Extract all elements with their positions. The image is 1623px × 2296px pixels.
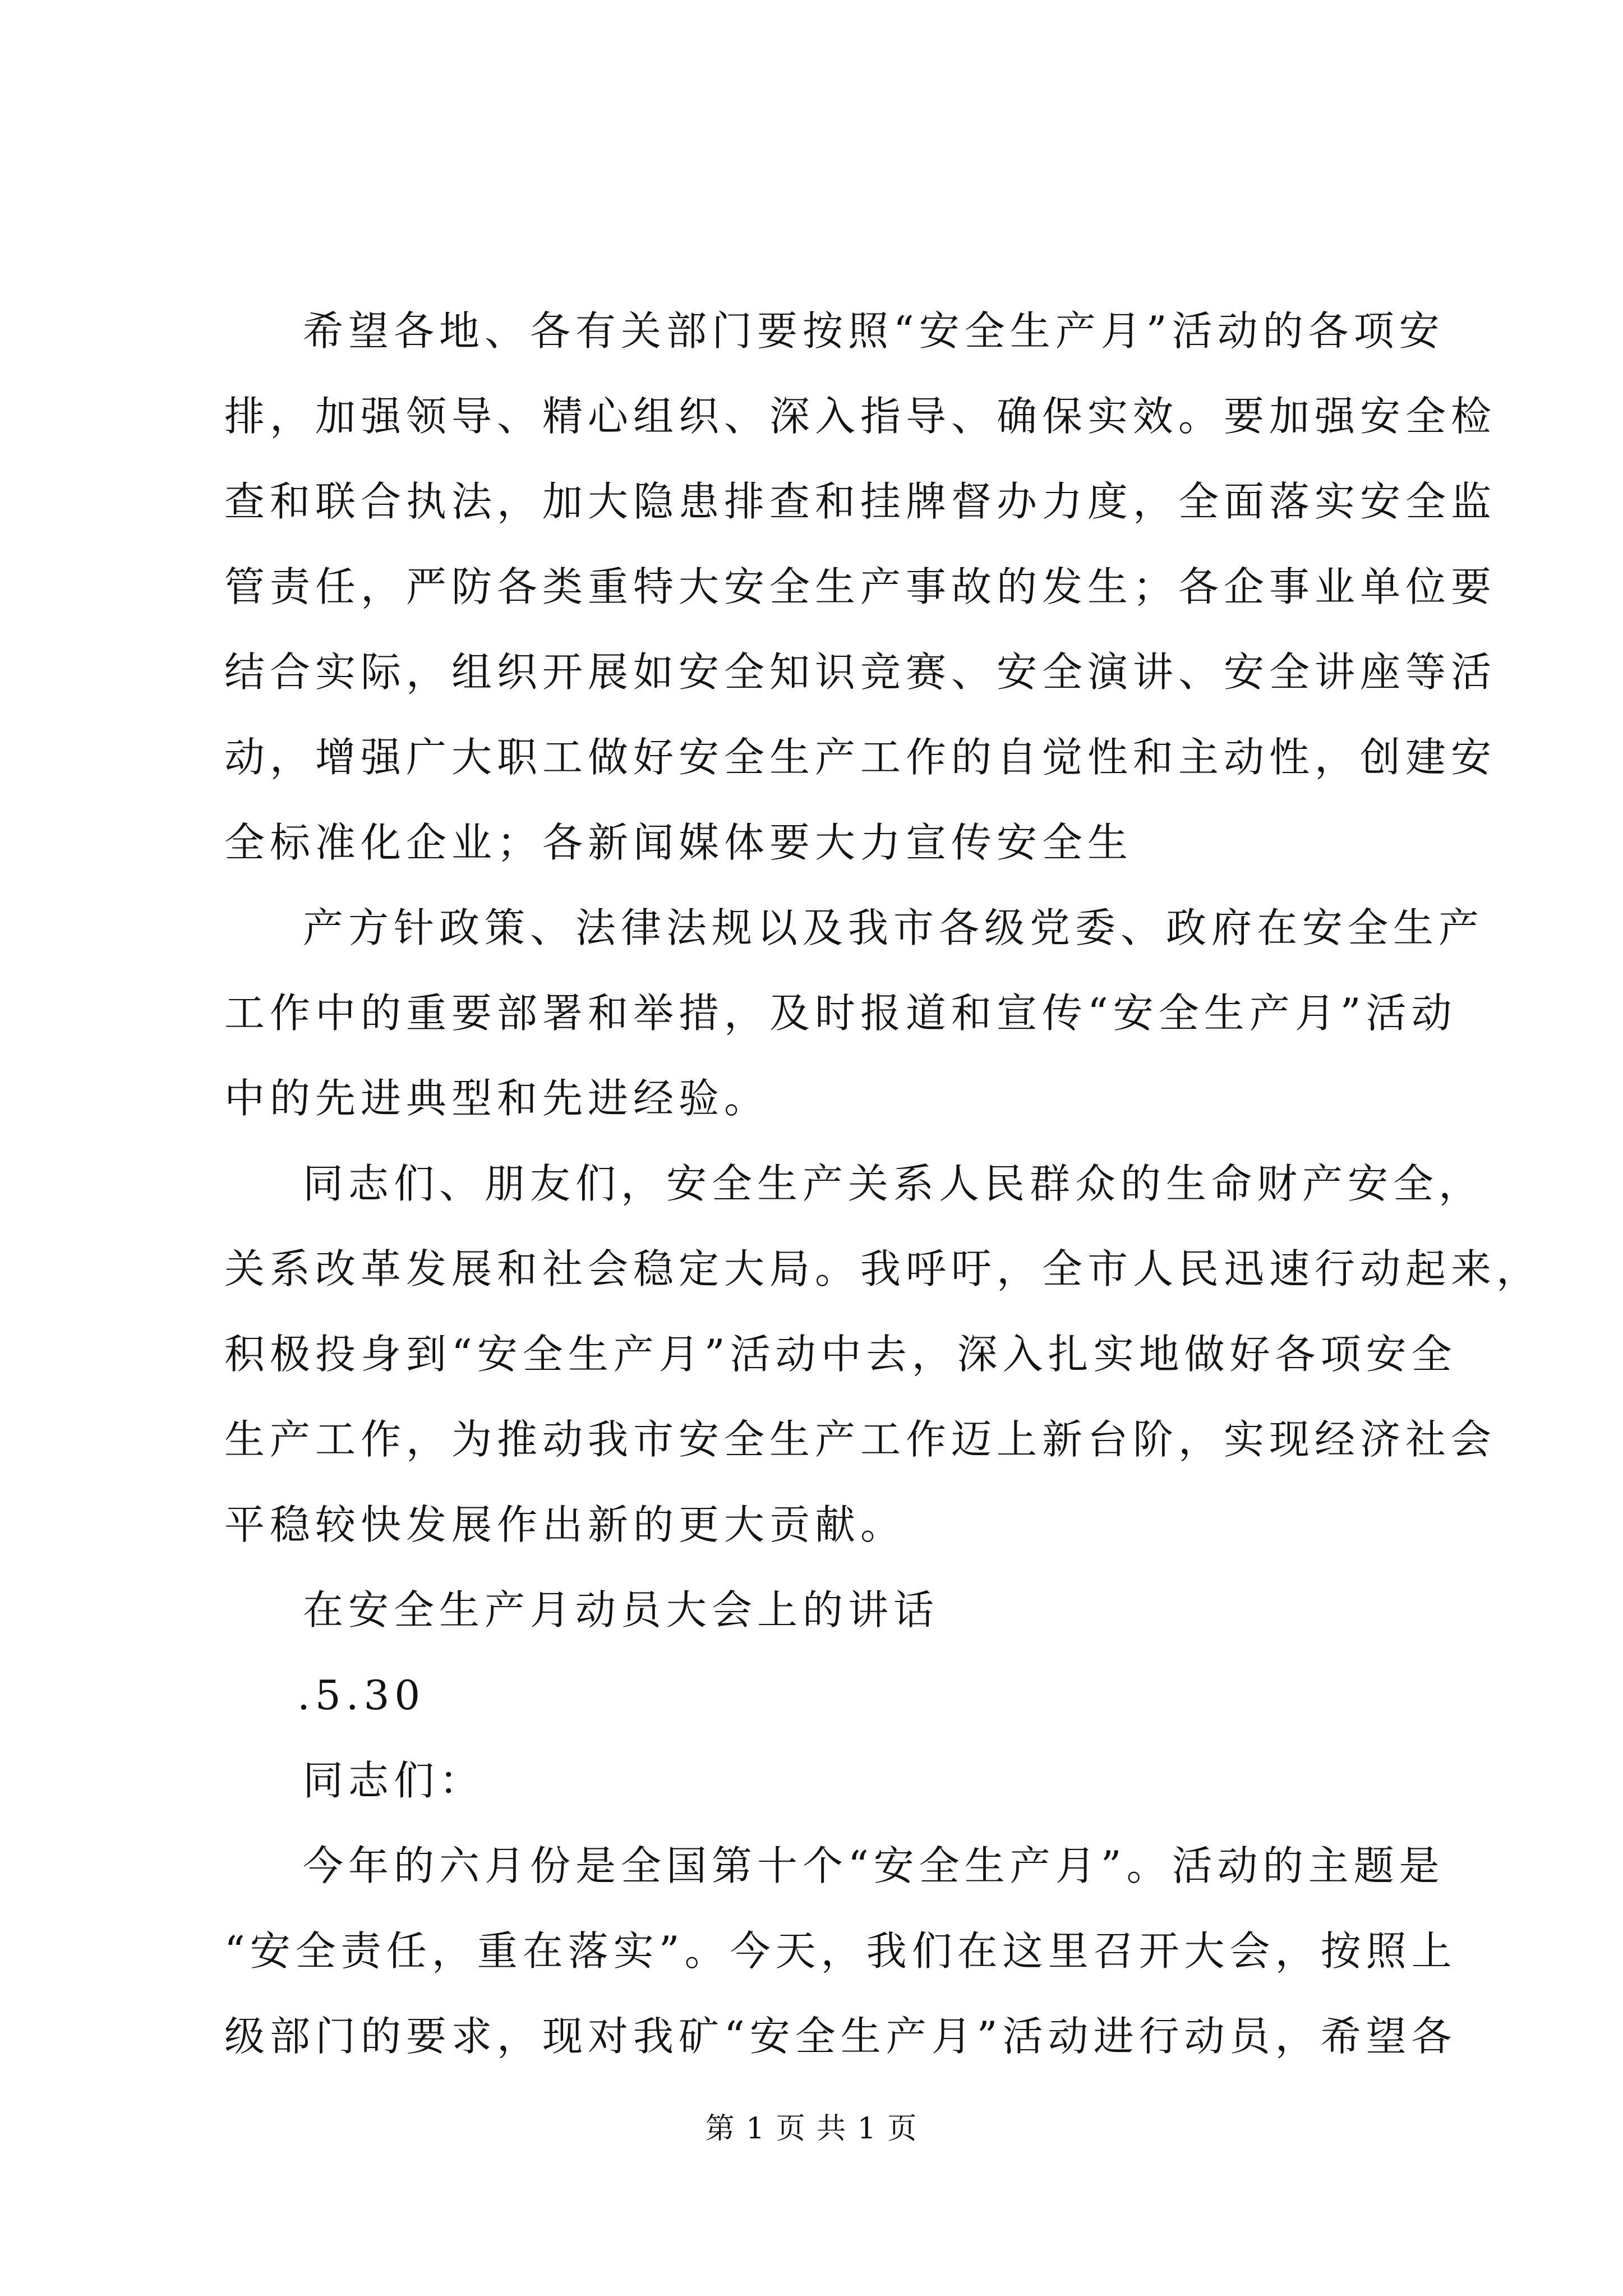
- paragraph-7-line-3: 级部门的要求，现对我矿“安全生产月”活动进行动员，希望各: [224, 2013, 1457, 2060]
- paragraph-1-line-5: 结合实际，组织开展如安全知识竞赛、安全演讲、安全讲座等活: [224, 648, 1497, 696]
- paragraph-1-line-2: 排，加强领导、精心组织、深入指导、确保实效。要加强安全检: [224, 393, 1497, 440]
- paragraph-7-line-2: “安全责任，重在落实”。今天，我们在这里召开大会，按照上: [224, 1927, 1457, 1975]
- paragraph-3-line-5: 平稳较快发展作出新的更大贡献。: [224, 1501, 906, 1548]
- paragraph-2-line-2: 工作中的重要部署和举措，及时报道和宣传“安全生产月”活动: [224, 990, 1457, 1037]
- paragraph-3-line-1: 同志们、朋友们，安全生产关系人民群众的生命财产安全，: [303, 1160, 1484, 1207]
- paragraph-1-line-1: 希望各地、各有关部门要按照“安全生产月”活动的各项安: [303, 307, 1445, 355]
- speech-date: .5.30: [297, 1672, 426, 1719]
- paragraph-3-line-2: 关系改革发展和社会稳定大局。我呼吁，全市人民迅速行动起来，: [224, 1245, 1542, 1292]
- paragraph-1-line-3: 查和联合执法，加大隐患排查和挂牌督办力度，全面落实安全监: [224, 478, 1497, 525]
- paragraph-2-line-3: 中的先进典型和先进经验。: [224, 1075, 770, 1122]
- paragraph-1-line-6: 动，增强广大职工做好安全生产工作的自觉性和主动性，创建安: [224, 734, 1497, 781]
- speech-title: 在安全生产月动员大会上的讲话: [303, 1586, 939, 1634]
- paragraph-7-line-1: 今年的六月份是全国第十个“安全生产月”。活动的主题是: [303, 1842, 1445, 1889]
- salutation: 同志们：: [303, 1757, 485, 1804]
- paragraph-3-line-3: 积极投身到“安全生产月”活动中去，深入扎实地做好各项安全: [224, 1331, 1457, 1378]
- paragraph-3-line-4: 生产工作，为推动我市安全生产工作迈上新台阶，实现经济社会: [224, 1416, 1497, 1463]
- paragraph-1-line-7: 全标准化企业；各新闻媒体要大力宣传安全生: [224, 819, 1133, 866]
- paragraph-2-line-1: 产方针政策、法律法规以及我市各级党委、政府在安全生产: [303, 904, 1484, 951]
- page-footer: 第 1 页 共 1 页: [705, 2112, 918, 2146]
- paragraph-1-line-4: 管责任，严防各类重特大安全生产事故的发生；各企事业单位要: [224, 563, 1497, 610]
